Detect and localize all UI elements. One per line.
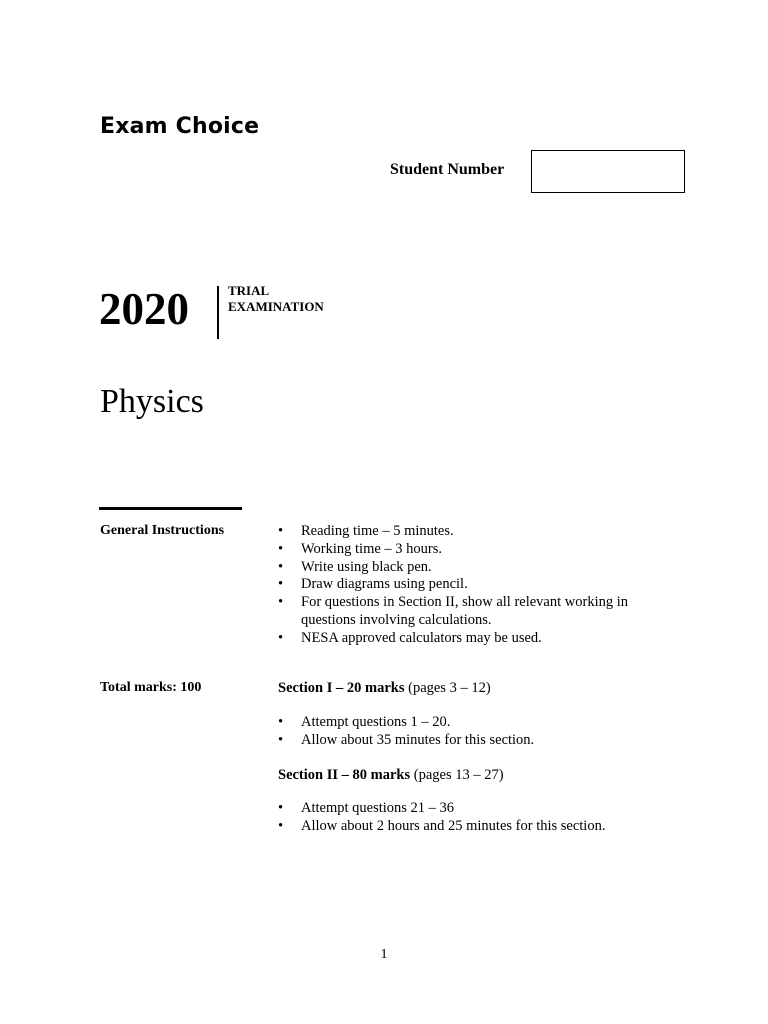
student-number-box [531, 150, 685, 193]
section-2-title: Section II – 80 marks [278, 767, 411, 783]
section-divider [99, 507, 242, 510]
list-item: • Write using black pen. [278, 559, 668, 577]
section-1-pages: (pages 3 – 12) [408, 680, 491, 696]
section-1-title: Section I – 20 marks [278, 680, 405, 696]
exam-subject: Physics [100, 383, 204, 420]
section-1-list [278, 714, 668, 750]
page-number: 1 [380, 947, 388, 962]
list-item: • Allow about 2 hours and 25 minutes for this section. [278, 818, 668, 836]
exam-type [228, 283, 324, 315]
list-item: • For questions in Section II, show all relevant working in questions involving calculations. [278, 594, 668, 630]
exam-type-line-1: TRIAL [228, 283, 270, 298]
list-item: • Draw diagrams using pencil. [278, 576, 668, 594]
exam-year: 2020 [99, 284, 189, 334]
total-marks-label: Total marks: 100 [100, 680, 202, 695]
section-1-heading [278, 679, 491, 697]
student-number-label: Student Number [390, 161, 505, 178]
section-2-list [278, 800, 668, 836]
list-item: • Attempt questions 1 – 20. [278, 714, 668, 732]
brand-title: Exam Choice [100, 114, 260, 139]
list-item: • Reading time – 5 minutes. [278, 523, 668, 541]
list-item: • Working time – 3 hours. [278, 541, 668, 559]
list-item: • NESA approved calculators may be used. [278, 630, 668, 648]
general-instructions-label: General Instructions [100, 523, 225, 538]
general-instructions-list [278, 523, 668, 648]
section-2-pages: (pages 13 – 27) [413, 767, 504, 783]
year-divider-rule [217, 286, 219, 339]
list-item: • Allow about 35 minutes for this section. [278, 732, 668, 750]
exam-type-line-2: EXAMINATION [228, 299, 324, 314]
list-item: • Attempt questions 21 – 36 [278, 800, 668, 818]
section-2-heading [278, 766, 504, 784]
